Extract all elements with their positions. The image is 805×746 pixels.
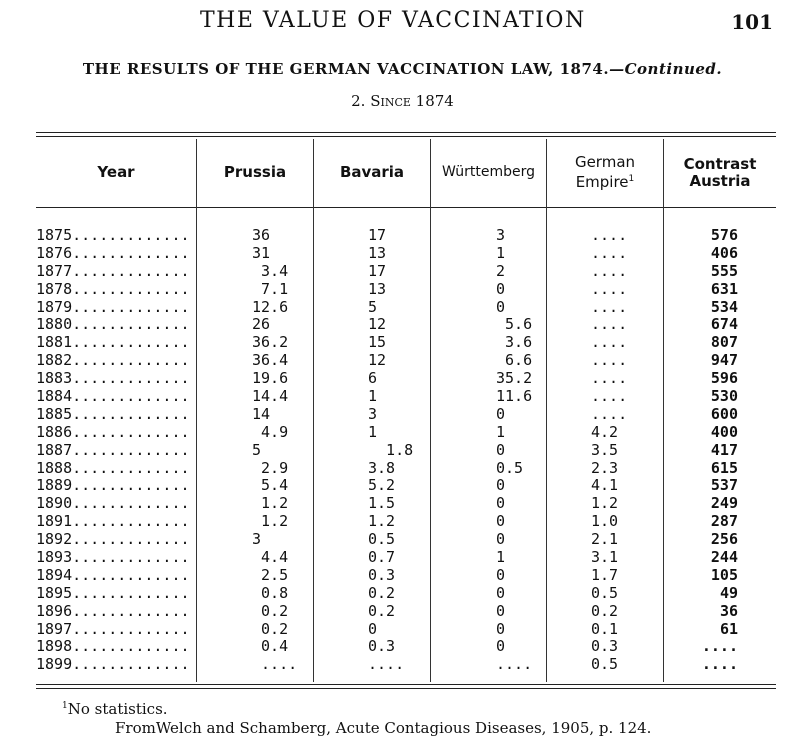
table-row [0,370,805,388]
table-row [0,585,805,603]
source-citation: FromWelch and Schamberg, Acute Contagious Diseases, 1905, p. 124. [115,719,652,737]
cell-bavaria: 1.8 [368,440,414,459]
cell-austria: 576 [710,226,738,244]
cell-austria: 406 [710,243,738,262]
footnote-marker: 1 [62,701,68,711]
cell-wurttemberg: 0.5 [496,458,524,477]
col-header-wurttemberg: Württemberg [441,164,536,180]
cell-empire: 0.5 [591,583,619,602]
cell-austria: 615 [710,458,738,477]
cell-austria: 807 [710,333,738,352]
cell-empire: .... [591,261,628,280]
cell-year: 1894............. [36,565,190,584]
cell-wurttemberg: 1 [496,243,506,262]
cell-empire: .... [591,404,628,423]
table-row [0,227,805,245]
cell-austria: 256 [710,530,738,549]
cell-prussia: 36.2 [252,333,289,352]
table-row [0,603,805,621]
cell-prussia: 3 [252,530,262,549]
cell-prussia: 4.4 [252,548,289,567]
cell-year: 1880............. [36,315,190,334]
cell-bavaria: .... [368,655,405,674]
footnote-marker: 1 [628,174,635,184]
cell-empire: .... [591,315,628,334]
cell-empire: .... [591,387,628,406]
cell-wurttemberg: 6.6 [496,351,533,370]
cell-empire: .... [591,226,628,244]
cell-wurttemberg: 0 [496,565,506,584]
cell-empire: 3.1 [591,548,619,567]
table-body [0,227,805,674]
cell-year: 1877............. [36,261,190,280]
cell-wurttemberg: 0 [496,279,506,298]
cell-empire: 1.7 [591,565,619,584]
cell-austria: 61 [719,619,738,638]
cell-prussia: 3.4 [252,261,289,280]
table-row [0,424,805,442]
cell-prussia: 26 [252,315,271,334]
cell-bavaria: 3.8 [368,458,396,477]
cell-wurttemberg: 0 [496,637,506,656]
cell-austria: 36 [719,601,738,620]
cell-austria: 49 [719,583,738,602]
table-row [0,567,805,585]
cell-bavaria: 17 [368,226,387,244]
table-row [0,352,805,370]
cell-year: 1898............. [36,637,190,656]
cell-wurttemberg: 35.2 [496,369,533,388]
cell-austria: 631 [710,279,738,298]
table-row [0,406,805,424]
cell-austria: 417 [710,440,738,459]
cell-empire: .... [591,243,628,262]
cell-year: 1887............. [36,440,190,459]
cell-wurttemberg: 0 [496,404,506,423]
table-row [0,621,805,639]
cell-prussia: 5.4 [252,476,289,495]
cell-empire: 4.2 [591,422,619,441]
cell-austria: 400 [710,422,738,441]
cell-year: 1892............. [36,530,190,549]
cell-empire: 0.3 [591,637,619,656]
top-rule-outer [36,132,776,133]
col-header-year: Year [97,163,135,181]
top-rule-inner [36,136,776,137]
cell-empire: .... [591,297,628,316]
table-title-main: THE RESULTS OF THE GERMAN VACCINATION LAW, 1874. [82,60,610,78]
cell-wurttemberg: 11.6 [496,387,533,406]
cell-wurttemberg: .... [496,655,533,674]
cell-austria: 249 [710,494,738,513]
cell-year: 1891............. [36,512,190,531]
cell-empire: 0.2 [591,601,619,620]
cell-year: 1884............. [36,387,190,406]
cell-wurttemberg: 0 [496,619,506,638]
cell-prussia: 1.2 [252,494,289,513]
col-header-prussia: Prussia [223,163,287,181]
cell-wurttemberg: 0 [496,512,506,531]
header-rule [36,207,776,208]
table-row [0,656,805,674]
cell-bavaria: 6 [368,369,378,388]
cell-prussia: 0.2 [252,619,289,638]
cell-year: 1878............. [36,279,190,298]
bottom-rule-outer [36,688,776,689]
cell-prussia: 36 [252,226,271,244]
cell-austria: 555 [710,261,738,280]
table-row [0,477,805,495]
cell-prussia: 36.4 [252,351,289,370]
cell-empire: 3.5 [591,440,619,459]
cell-austria: 105 [710,565,738,584]
cell-bavaria: 0 [368,619,378,638]
table-row [0,531,805,549]
cell-empire: 2.3 [591,458,619,477]
cell-wurttemberg: 5.6 [496,315,533,334]
cell-year: 1879............. [36,297,190,316]
cell-bavaria: 0.7 [368,548,396,567]
cell-empire: 2.1 [591,530,619,549]
cell-year: 1875............. [36,226,190,244]
cell-year: 1885............. [36,404,190,423]
footnote [62,700,168,718]
cell-year: 1888............. [36,458,190,477]
running-title: THE VALUE OF VACCINATION [200,8,586,33]
cell-bavaria: 0.2 [368,601,396,620]
cell-prussia: 12.6 [252,297,289,316]
cell-wurttemberg: 0 [496,583,506,602]
cell-austria: 596 [710,369,738,388]
table-title-continued: —Continued. [609,60,723,78]
cell-bavaria: 1.5 [368,494,396,513]
cell-austria: .... [701,637,738,656]
table-row [0,334,805,352]
table-row [0,388,805,406]
cell-bavaria: 0.2 [368,583,396,602]
cell-prussia: 2.5 [252,565,289,584]
cell-wurttemberg: 0 [496,297,506,316]
cell-year: 1896............. [36,601,190,620]
table-row [0,638,805,656]
table-row [0,460,805,478]
cell-prussia: 4.9 [252,422,289,441]
cell-empire: .... [591,369,628,388]
cell-wurttemberg: 0 [496,530,506,549]
cell-bavaria: 1.2 [368,512,396,531]
cell-austria: 537 [710,476,738,495]
cell-prussia: 14.4 [252,387,289,406]
cell-austria: 947 [710,351,738,370]
cell-wurttemberg: 3 [496,226,506,244]
cell-austria: 244 [710,548,738,567]
cell-empire: .... [591,279,628,298]
cell-empire: 1.2 [591,494,619,513]
col-header-german-empire: German Empire$^1$ [574,153,636,191]
cell-wurttemberg: 0 [496,601,506,620]
cell-prussia: 5 [252,440,262,459]
cell-bavaria: 0.5 [368,530,396,549]
cell-year: 1883............. [36,369,190,388]
cell-empire: 1.0 [591,512,619,531]
cell-prussia: 1.2 [252,512,289,531]
cell-empire: .... [591,333,628,352]
col-header-bavaria: Bavaria [339,163,405,181]
cell-wurttemberg: 1 [496,422,506,441]
cell-bavaria: 5.2 [368,476,396,495]
cell-austria: 600 [710,404,738,423]
cell-prussia: 7.1 [252,279,289,298]
cell-prussia: 0.8 [252,583,289,602]
table-subtitle: 2. Since 1874 [351,92,454,110]
cell-bavaria: 1 [368,387,378,406]
cell-year: 1897............. [36,619,190,638]
cell-wurttemberg: 3.6 [496,333,533,352]
cell-wurttemberg: 2 [496,261,506,280]
cell-empire: 4.1 [591,476,619,495]
cell-year: 1893............. [36,548,190,567]
cell-austria: 530 [710,387,738,406]
cell-bavaria: 0.3 [368,565,396,584]
table-row [0,442,805,460]
cell-year: 1899............. [36,655,190,674]
table-row [0,549,805,567]
cell-year: 1889............. [36,476,190,495]
cell-prussia: 0.4 [252,637,289,656]
cell-bavaria: 3 [368,404,378,423]
table-row [0,495,805,513]
cell-austria: 534 [710,297,738,316]
bottom-rule-inner [36,684,776,685]
col-header-austria: Contrast Austria [683,154,757,190]
cell-empire: 0.1 [591,619,619,638]
table-row [0,513,805,531]
cell-austria: 674 [710,315,738,334]
table-row [0,245,805,263]
cell-bavaria: 5 [368,297,378,316]
page-number: 101 [731,10,773,34]
cell-year: 1876............. [36,243,190,262]
cell-wurttemberg: 0 [496,494,506,513]
cell-empire: .... [591,351,628,370]
cell-prussia: 0.2 [252,601,289,620]
cell-prussia: 31 [252,243,271,262]
cell-bavaria: 1 [368,422,378,441]
cell-year: 1886............. [36,422,190,441]
cell-bavaria: 13 [368,243,387,262]
cell-prussia: 14 [252,404,271,423]
cell-wurttemberg: 0 [496,440,506,459]
cell-wurttemberg: 0 [496,476,506,495]
cell-year: 1895............. [36,583,190,602]
cell-bavaria: 15 [368,333,387,352]
cell-austria: 287 [710,512,738,531]
cell-bavaria: 0.3 [368,637,396,656]
table-title [0,60,805,78]
table-row [0,316,805,334]
table-row [0,281,805,299]
footnote-text: No statistics. [67,700,168,718]
cell-year: 1890............. [36,494,190,513]
cell-bavaria: 12 [368,315,387,334]
cell-empire: 0.5 [591,655,619,674]
cell-year: 1881............. [36,333,190,352]
cell-wurttemberg: 1 [496,548,506,567]
running-head [0,8,805,38]
cell-bavaria: 13 [368,279,387,298]
table-row [0,299,805,317]
cell-prussia: 2.9 [252,458,289,477]
cell-year: 1882............. [36,351,190,370]
cell-bavaria: 12 [368,351,387,370]
cell-austria: .... [701,655,738,674]
table-row [0,263,805,281]
cell-bavaria: 17 [368,261,387,280]
cell-prussia: .... [252,655,298,674]
cell-prussia: 19.6 [252,369,289,388]
